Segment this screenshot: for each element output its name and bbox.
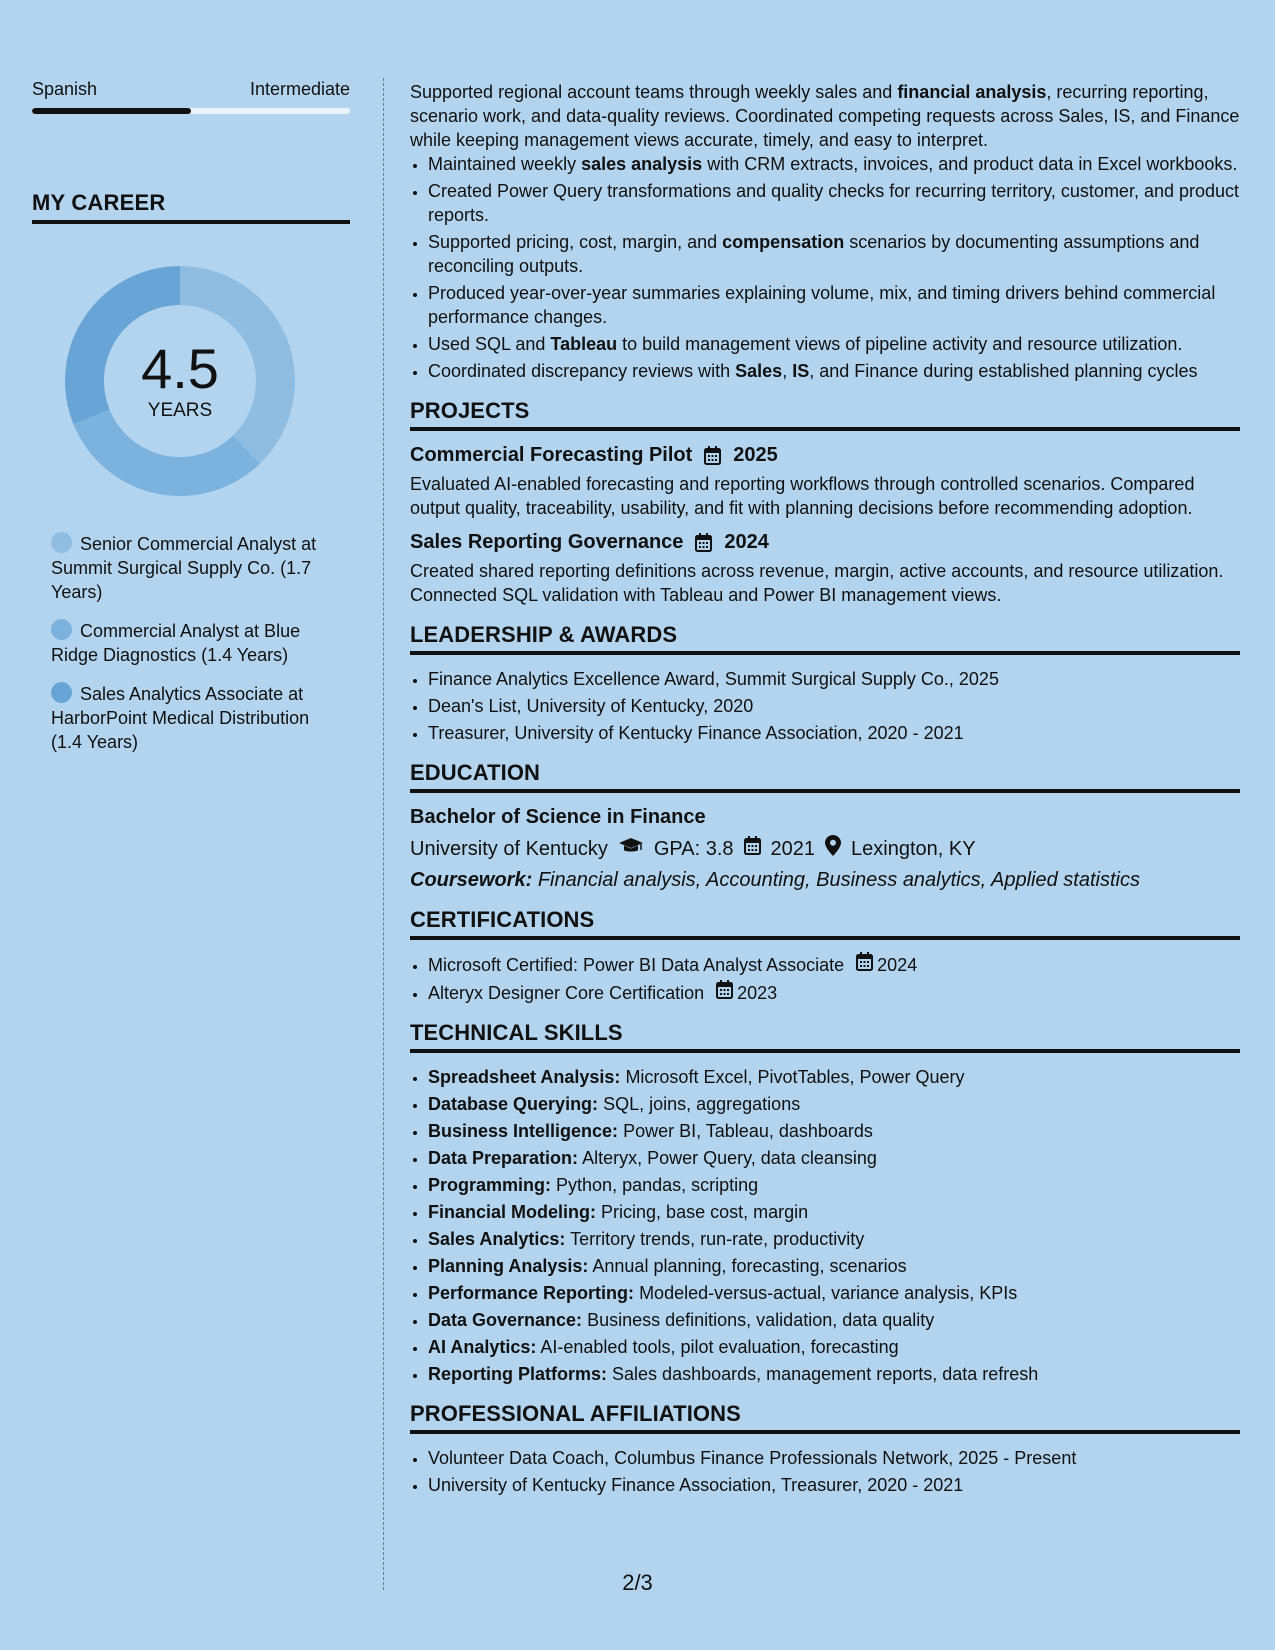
skill-value: Territory trends, run-rate, productivity	[570, 1229, 865, 1249]
text-run: with CRM extracts, invoices, and product data in Excel workbooks.	[702, 154, 1238, 174]
skill-item	[428, 1335, 1240, 1359]
affiliations-list	[410, 1446, 1240, 1497]
skills-heading: TECHNICAL SKILLS	[410, 1021, 1240, 1053]
skill-item	[428, 1308, 1240, 1332]
bold-text: financial analysis	[897, 82, 1047, 102]
total-years-value: 4.5	[141, 337, 219, 400]
skill-item	[428, 1173, 1240, 1197]
certification-year: 2024	[877, 954, 918, 975]
skill-label: Reporting Platforms:	[428, 1364, 608, 1384]
skill-value: Microsoft Excel, PivotTables, Power Query	[625, 1067, 965, 1087]
education-year: 2021	[770, 837, 816, 860]
education-location: Lexington, KY	[851, 837, 976, 860]
skill-item	[428, 1200, 1240, 1224]
career-role-text: Senior Commercial Analyst at Summit Surgical Supply Co. (1.7 Years)	[51, 534, 317, 602]
project-name: Sales Reporting Governance	[410, 531, 684, 553]
certification-name: Alteryx Designer Core Certification	[428, 983, 705, 1003]
skill-label: Sales Analytics:	[428, 1229, 566, 1249]
affiliations-heading: PROFESSIONAL AFFILIATIONS	[410, 1402, 1240, 1434]
text-run: Maintained weekly	[428, 154, 582, 174]
left-column	[32, 78, 350, 769]
experience-bullet	[428, 332, 1240, 356]
experience-bullet	[428, 230, 1240, 278]
skill-label: Data Preparation:	[428, 1148, 579, 1168]
text-run: Supported regional account teams through weekly sales and	[410, 82, 898, 102]
language-row	[32, 78, 350, 100]
skill-label: Business Intelligence:	[428, 1121, 619, 1141]
award-item: • Treasurer, University of Kentucky Finance Association, 2020 - 2021	[428, 721, 1240, 745]
coursework-list: Financial analysis, Accounting, Business analytics, Applied statistics	[537, 869, 1140, 891]
language-level: Intermediate	[249, 79, 350, 99]
education-meta	[410, 835, 1240, 862]
bold-text: sales analysis	[581, 154, 703, 174]
awards-heading: LEADERSHIP & AWARDS	[410, 623, 1240, 655]
career-legend	[51, 532, 341, 754]
donut-center	[65, 266, 295, 496]
text-run: scenarios by documenting assumptions and reconciling outputs.	[428, 232, 1200, 276]
bold-text: IS	[792, 361, 810, 381]
right-column	[410, 80, 1240, 1500]
education-school: University of Kentucky	[410, 837, 608, 860]
skill-item	[428, 1281, 1240, 1305]
skill-value: Python, pandas, scripting	[556, 1175, 759, 1195]
skill-label: AI Analytics:	[428, 1337, 537, 1357]
projects-heading: PROJECTS	[410, 399, 1240, 431]
skill-label: Performance Reporting:	[428, 1283, 635, 1303]
skill-label: Financial Modeling:	[428, 1202, 597, 1222]
education-degree: Bachelor of Science in Finance	[410, 806, 706, 828]
text-run: , and Finance during established planning cycles	[809, 361, 1198, 381]
bold-text: compensation	[722, 232, 845, 252]
legend-dot	[51, 532, 72, 553]
career-legend-item	[51, 619, 341, 667]
skill-value: Pricing, base cost, margin	[601, 1202, 809, 1222]
award-item: • Dean's List, University of Kentucky, 2020	[428, 694, 1240, 718]
award-item: • Finance Analytics Excellence Award, Summit Surgical Supply Co., 2025	[428, 667, 1240, 691]
skill-item	[428, 1146, 1240, 1170]
bold-text: Sales	[735, 361, 783, 381]
experience-bullets	[410, 152, 1240, 383]
skill-value: Modeled-versus-actual, variance analysis, KPIs	[639, 1283, 1018, 1303]
legend-dot	[51, 682, 72, 703]
text-run: Used SQL and	[428, 334, 551, 354]
skill-value: SQL, joins, aggregations	[603, 1094, 801, 1114]
skill-item	[428, 1092, 1240, 1116]
project-description: Created shared reporting definitions across revenue, margin, active accounts, and resource utilization. Connected SQL validation with Tableau and Power BI management views.	[410, 561, 1224, 605]
awards-list	[410, 667, 1240, 745]
experience-bullet	[428, 179, 1240, 227]
text-run: Supported pricing, cost, margin, and	[428, 232, 723, 252]
project-header	[410, 443, 1240, 467]
skill-label: Spreadsheet Analysis:	[428, 1067, 621, 1087]
skill-label: Programming:	[428, 1175, 552, 1195]
skill-value: Power BI, Tableau, dashboards	[623, 1121, 873, 1141]
career-legend-item	[51, 682, 341, 754]
calendar-icon	[695, 533, 712, 552]
text-run: to build management views of pipeline activity and resource utilization.	[617, 334, 1183, 354]
education-coursework	[410, 868, 1240, 892]
career-legend-item	[51, 532, 341, 604]
calendar-icon	[856, 952, 873, 977]
certifications-list	[410, 952, 1240, 1005]
skill-value: Business definitions, validation, data quality	[587, 1310, 935, 1330]
skill-label: Planning Analysis:	[428, 1256, 589, 1276]
career-role-text: Commercial Analyst at Blue Ridge Diagnostics (1.4 Years)	[51, 621, 301, 665]
language-proficiency-bar	[32, 108, 350, 114]
career-heading: MY CAREER	[32, 190, 350, 224]
skill-label: Database Querying:	[428, 1094, 599, 1114]
language-name: Spanish	[32, 79, 98, 99]
graduation-cap-icon	[618, 837, 644, 861]
skill-item	[428, 1362, 1240, 1386]
career-donut-chart	[65, 266, 295, 496]
skill-value: AI-enabled tools, pilot evaluation, forecasting	[540, 1337, 899, 1357]
text-run: Produced year-over-year summaries explaining volume, mix, and timing drivers behind commercial performance changes.	[428, 283, 1216, 327]
experience-summary	[410, 80, 1240, 152]
project-year: 2024	[724, 531, 769, 553]
calendar-icon	[716, 980, 733, 1005]
skill-value: Annual planning, forecasting, scenarios	[592, 1256, 907, 1276]
skill-item	[428, 1065, 1240, 1089]
legend-dot	[51, 619, 72, 640]
column-divider	[383, 78, 384, 1590]
experience-bullet	[428, 152, 1240, 176]
page-number: 2/3	[622, 1570, 653, 1595]
certification-year-group	[856, 952, 917, 977]
education-gpa: GPA: 3.8	[653, 837, 734, 860]
text-run: Created Power Query transformations and quality checks for recurring territory, customer, and product reports.	[428, 181, 1240, 225]
project-header	[410, 530, 1240, 554]
project-name: Commercial Forecasting Pilot	[410, 444, 693, 466]
skill-value: Sales dashboards, management reports, data refresh	[612, 1364, 1039, 1384]
affiliation-item: • University of Kentucky Finance Association, Treasurer, 2020 - 2021	[428, 1473, 1240, 1497]
coursework-label: Coursework:	[410, 869, 533, 891]
project-year: 2025	[733, 444, 778, 466]
skill-item	[428, 1254, 1240, 1278]
text-run: ,	[782, 361, 793, 381]
certification-year: 2023	[737, 982, 778, 1003]
bold-text: Tableau	[550, 334, 618, 354]
skills-list	[410, 1065, 1240, 1386]
skill-item	[428, 1119, 1240, 1143]
skill-value: Alteryx, Power Query, data cleansing	[582, 1148, 877, 1168]
certification-year-group	[716, 980, 777, 1005]
language-proficiency-fill	[32, 108, 191, 114]
calendar-icon	[704, 446, 721, 465]
skill-label: Data Governance:	[428, 1310, 583, 1330]
project-description: Evaluated AI-enabled forecasting and reporting workflows through controlled scenarios. Compared output quality, traceability, usability, and fit with planning decisions before recommending adoption.	[410, 474, 1195, 518]
total-years-unit: YEARS	[147, 400, 213, 421]
skill-item	[428, 1227, 1240, 1251]
experience-bullet	[428, 359, 1240, 383]
affiliation-item: • Volunteer Data Coach, Columbus Finance Professionals Network, 2025 - Present	[428, 1446, 1240, 1470]
certification-item	[428, 952, 1240, 977]
text-run: Coordinated discrepancy reviews with	[428, 361, 736, 381]
certifications-heading: CERTIFICATIONS	[410, 908, 1240, 940]
projects-list	[410, 443, 1240, 607]
calendar-icon	[744, 836, 761, 861]
location-pin-icon	[825, 835, 841, 862]
certification-name: Microsoft Certified: Power BI Data Analyst Associate	[428, 955, 845, 975]
career-role-text: Sales Analytics Associate at HarborPoint Medical Distribution (1.4 Years)	[51, 684, 310, 752]
certification-item	[428, 980, 1240, 1005]
education-heading: EDUCATION	[410, 761, 1240, 793]
experience-bullet	[428, 281, 1240, 329]
text-run: , recurring reporting, scenario work, and data-quality reviews. Coordinated competing requests across Sales, IS, and Finance while keeping management views accurate, timely, and easy to interpret.	[410, 82, 1240, 150]
